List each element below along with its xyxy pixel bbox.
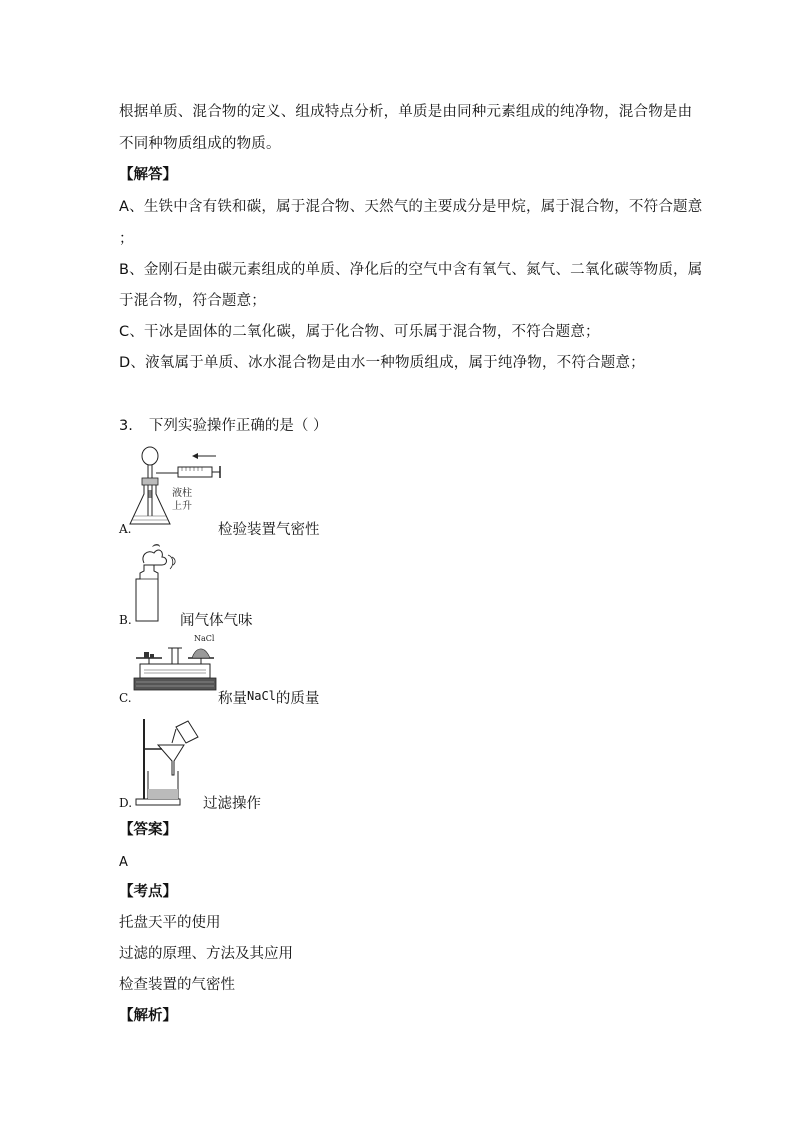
syringe (178, 467, 212, 477)
smell-gas-figure (128, 543, 188, 623)
option-b-label[interactable]: B. (119, 613, 132, 627)
question-number: 3. (119, 418, 133, 434)
balance-body (140, 664, 210, 678)
option-d-label[interactable]: D. (119, 796, 133, 810)
figure-label-nacl: NaCl (194, 634, 215, 643)
answer-heading: 【答案】 (119, 822, 177, 838)
solution-a-line-1: A、生铁中含有铁和碳，属于混合物、天然气的主要成分是甲烷，属于混合物，不符合题意 (119, 199, 703, 215)
funnel-bulb (142, 447, 158, 465)
solution-b-line-1: B、金刚石是由碳元素组成的单质、净化后的空气中含有氧气、氮气、二氧化碳等物质，属 (119, 262, 703, 278)
explanation-heading: 【解析】 (119, 1008, 177, 1024)
knowledge-heading: 【考点】 (119, 884, 177, 900)
question-stem (119, 416, 327, 436)
analysis-line-2: 不同种物质组成的物质。 (119, 136, 281, 152)
knowledge-point-2: 过滤的原理、方法及其应用 (119, 946, 293, 962)
solution-b-line-2: 于混合物，符合题意； (119, 293, 266, 309)
pouring-beaker (176, 721, 198, 743)
answer-value: A (119, 855, 128, 870)
stopper (142, 478, 158, 485)
knowledge-point-1: 托盘天平的使用 (119, 915, 221, 931)
option-a-label[interactable]: A. (119, 522, 132, 536)
balance-figure (132, 632, 218, 694)
knowledge-point-3: 检查装置的气密性 (119, 977, 235, 993)
figure-label-rise: 上升 (172, 501, 192, 512)
option-d-text: 过滤操作 (203, 796, 261, 812)
option-c-text-before: 称量 (218, 691, 247, 707)
figure-label-liquid-column: 液柱 (172, 488, 192, 499)
option-c-text-formula: NaCl (247, 689, 276, 703)
option-c-text-after: 的质量 (275, 691, 320, 707)
analysis-line-1: 根据单质、混合物的定义、组成特点分析，单质是由同种元素组成的纯净物，混合物是由 (119, 104, 693, 120)
solution-heading: 【解答】 (119, 167, 177, 183)
question-text: 下列实验操作正确的是（ ） (148, 418, 328, 434)
solution-a-line-2: ； (119, 231, 134, 247)
filtration-figure (132, 717, 200, 807)
option-b-text: 闻气体气味 (180, 613, 253, 629)
solution-c-line: C、干冰是固体的二氧化碳，属于化合物、可乐属于混合物，不符合题意； (119, 324, 600, 340)
solution-d-line: D、液氧属于单质、冰水混合物是由水一种物质组成，属于纯净物，不符合题意； (119, 355, 645, 371)
gas-bottle (136, 565, 158, 621)
airtightness-apparatus-figure (128, 446, 228, 528)
option-a-text: 检验装置气密性 (218, 522, 320, 538)
hand (143, 550, 167, 565)
filter-funnel (158, 745, 184, 775)
option-c-text (218, 687, 319, 708)
option-c-label[interactable]: C. (119, 691, 132, 705)
